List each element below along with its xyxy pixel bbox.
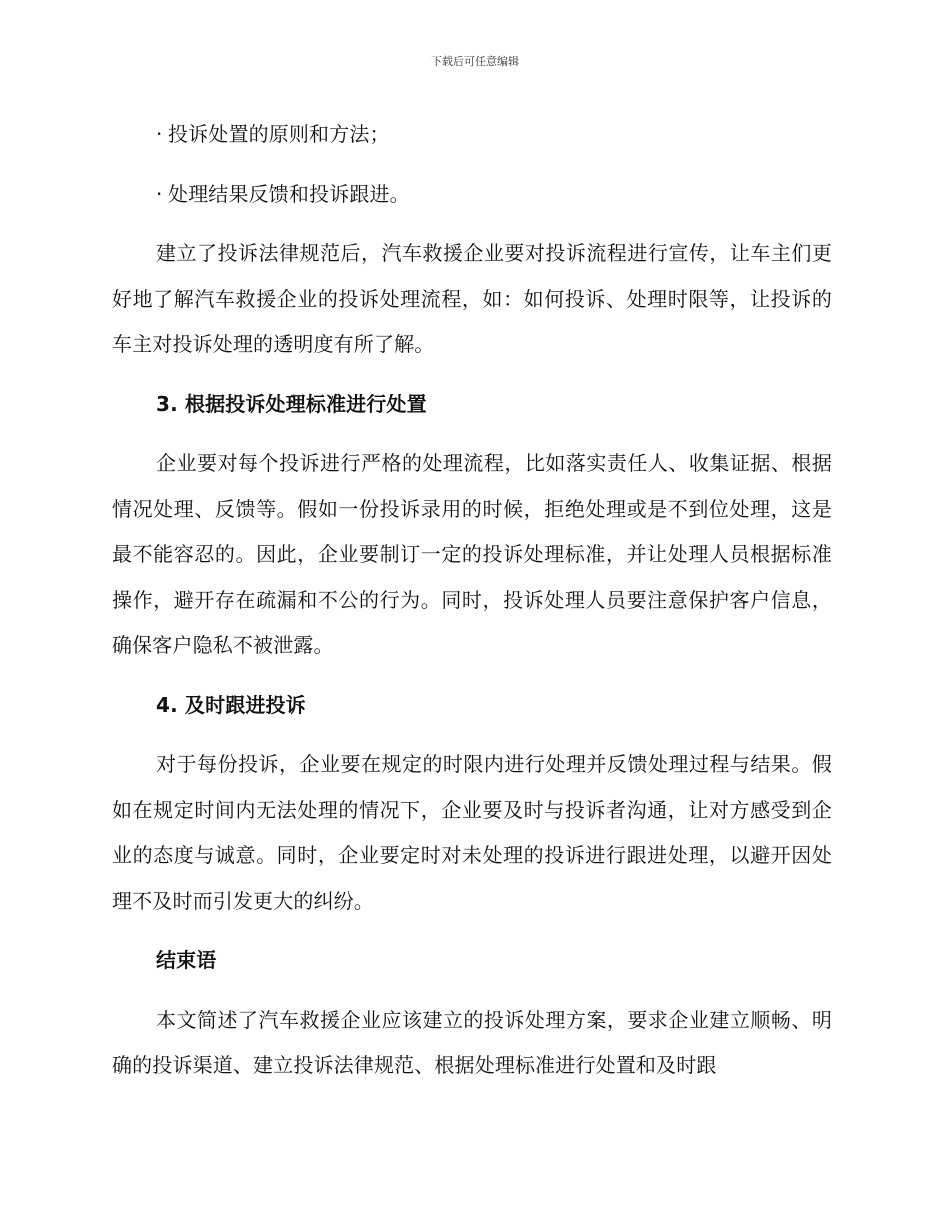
bullet-item — [112, 172, 832, 218]
bullet-dot: · — [156, 122, 163, 146]
paragraph-conclusion: 本文简述了汽车救援企业应该建立的投诉处理方案，要求企业建立顺畅、明确的投诉渠道、建立投诉法律规范、根据处理标准进行处置和及时跟 — [112, 1007, 832, 1077]
paragraph-follow-up: 对于每份投诉，企业要在规定的时限内进行处理并反馈处理过程与结果。假如在规定时间内无法处理的情况下，企业要及时与投诉者沟通，让对方感受到企业的态度与诚意。同时，企业要定时对未处理的投诉进行跟进处理，以避开因处理不及时而引发更大的纠纷。 — [112, 752, 832, 913]
section-heading-4: 4. 及时跟进投诉 — [156, 692, 306, 717]
bullet-item — [112, 112, 832, 158]
section-heading-3: 3. 根据投诉处理标准进行处置 — [156, 391, 427, 416]
bullet-text: 处理结果反馈和投诉跟进。 — [168, 181, 410, 206]
bullet-text: 投诉处置的原则和方法； — [168, 122, 390, 146]
paragraph-legal-publicity: 建立了投诉法律规范后，汽车救援企业要对投诉流程进行宣传，让车主们更好地了解汽车救援企业的投诉处理流程，如：如何投诉、处理时限等，让投诉的车主对投诉处理的透明度有所了解。 — [112, 241, 832, 356]
conclusion-heading: 结束语 — [156, 948, 217, 972]
paragraph-handling-standard: 企业要对每个投诉进行严格的处理流程，比如落实责任人、收集证据、根据情况处理、反馈等。假如一份投诉录用的时候，拒绝处理或是不到位处理，这是最不能容忍的。因此，企业要制订一定的投诉处理标准，并让处理人员根据标准操作，避开存在疏漏和不公的行为。同时，投诉处理人员要注意保护客户信息，确保客户隐私不被泄露。 — [112, 451, 832, 657]
document-body — [112, 112, 832, 1103]
page-header: 下载后可任意编辑 — [431, 55, 519, 68]
bullet-dot: · — [156, 181, 163, 206]
